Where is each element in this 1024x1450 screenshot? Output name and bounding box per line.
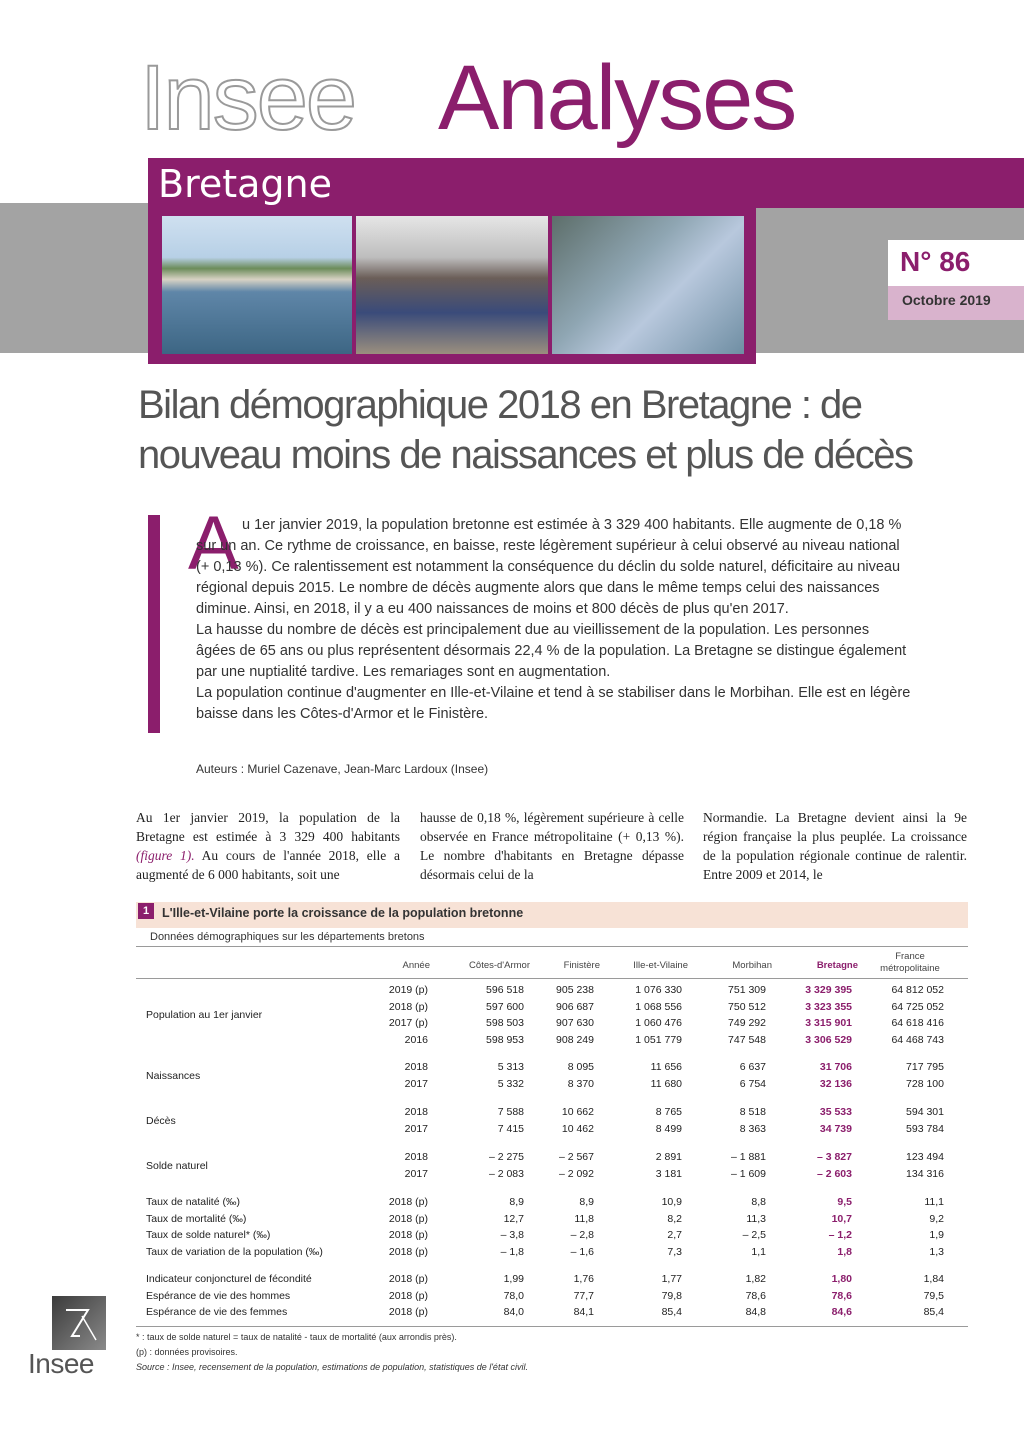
table-cell: 1,1 bbox=[751, 1245, 766, 1258]
table-cell: 78,6 bbox=[745, 1289, 766, 1302]
table-cell: 2018 (p) bbox=[388, 1289, 428, 1302]
table-bottom-rule bbox=[136, 1326, 968, 1327]
figure-subtitle: Données démographiques sur les départements bretons bbox=[150, 931, 425, 943]
table-cell: 3 323 355 bbox=[805, 1000, 852, 1013]
column-header: Ille-et-Vilaine bbox=[633, 960, 688, 971]
table-cell: 2018 (p) bbox=[388, 1229, 428, 1241]
table-cell: 2016 bbox=[404, 1033, 428, 1046]
table-cell: 123 494 bbox=[906, 1151, 944, 1163]
column-header: Bretagne bbox=[816, 960, 858, 971]
table-cell: 10 662 bbox=[561, 1106, 594, 1118]
table-cell: 78,6 bbox=[831, 1289, 852, 1302]
table-cell: 905 238 bbox=[556, 984, 594, 996]
table-cell: 84,6 bbox=[831, 1306, 852, 1318]
table-cell: – 2 603 bbox=[816, 1167, 852, 1180]
table-cell: 2017 bbox=[404, 1077, 428, 1090]
table-cell: 1,84 bbox=[923, 1273, 944, 1285]
footnote-source: Source : Insee, recensement de la population, estimations de population, statistiques de l'état civil. bbox=[136, 1362, 528, 1372]
table-cell: 2018 bbox=[404, 1061, 428, 1073]
table-cell: 596 518 bbox=[486, 984, 524, 996]
table-cell: 78,0 bbox=[503, 1289, 524, 1302]
table-cell: 2018 (p) bbox=[388, 1212, 428, 1225]
table-cell: 8,9 bbox=[579, 1196, 594, 1208]
header-rule bbox=[136, 978, 968, 979]
table-cell: 32 136 bbox=[819, 1077, 852, 1090]
table-cell: 134 316 bbox=[906, 1167, 944, 1180]
table-cell: 31 706 bbox=[819, 1061, 852, 1073]
region-name: Bretagne bbox=[158, 162, 333, 206]
table-cell: 10 462 bbox=[561, 1122, 594, 1135]
table-cell: – 3,8 bbox=[500, 1229, 524, 1241]
figure-title: L'Ille-et-Vilaine porte la croissance de la population bretonne bbox=[162, 906, 524, 920]
row-group-label: Population au 1er janvier bbox=[146, 1009, 263, 1021]
body-column-2: hausse de 0,18 %, légèrement supérieure à celle observée en France métropolitaine (+ 0,13 %). Le nombre d'habitants en Bretagne dépasse désormais celui de la bbox=[420, 810, 684, 882]
table-cell: 64 725 052 bbox=[891, 1000, 944, 1013]
table-cell: 11 656 bbox=[650, 1061, 682, 1073]
table-cell: 2017 bbox=[404, 1167, 428, 1180]
table-cell: 6 754 bbox=[739, 1077, 766, 1090]
table-cell: 2017 bbox=[404, 1122, 428, 1135]
table-cell: – 1 609 bbox=[730, 1167, 766, 1180]
table-cell: 85,4 bbox=[923, 1306, 944, 1318]
page-title: Bilan démographique 2018 en Bretagne : de nouveau moins de naissances et plus de décès bbox=[138, 383, 913, 477]
table-cell: 747 548 bbox=[728, 1033, 766, 1046]
footnote-asterisk: * : taux de solde naturel = taux de natalité - taux de mortalité (aux arrondis près). bbox=[136, 1332, 457, 1342]
table-cell: 1,77 bbox=[661, 1273, 682, 1285]
table-cell: – 1 881 bbox=[730, 1151, 766, 1163]
table-cell: 598 953 bbox=[486, 1033, 524, 1046]
table-cell: 6 637 bbox=[739, 1061, 766, 1073]
table-cell: 8 765 bbox=[655, 1106, 682, 1118]
table-cell: 1 068 556 bbox=[635, 1000, 682, 1013]
table-cell: 2018 bbox=[404, 1151, 428, 1163]
table-cell: 2018 (p) bbox=[388, 1000, 428, 1013]
table-cell: 7 588 bbox=[497, 1106, 524, 1118]
table-cell: 84,1 bbox=[573, 1306, 594, 1318]
insee-logo-icon bbox=[52, 1296, 106, 1350]
body-column-1 bbox=[136, 808, 400, 884]
table-cell: 8 499 bbox=[655, 1122, 682, 1135]
table-cell: 3 315 901 bbox=[805, 1017, 852, 1029]
table-cell: 8 363 bbox=[739, 1122, 766, 1135]
table-cell: 2 891 bbox=[655, 1151, 682, 1163]
table-cell: 2018 (p) bbox=[388, 1273, 428, 1285]
table-cell: 3 306 529 bbox=[805, 1033, 852, 1046]
body-column-3: Normandie. La Bretagne devient ainsi la 9e région française la plus peuplée. La croissance de la population régionale continue de ralentir. Entre 2009 et 2014, le bbox=[703, 810, 967, 882]
table-cell: – 2 567 bbox=[558, 1151, 594, 1163]
table-cell: 593 784 bbox=[906, 1122, 944, 1135]
table-cell: – 2 092 bbox=[558, 1167, 594, 1180]
table-cell: 1 060 476 bbox=[635, 1017, 682, 1029]
row-group-label: Solde naturel bbox=[146, 1159, 208, 1172]
table-cell: 717 795 bbox=[906, 1061, 944, 1073]
table-cell: 1,3 bbox=[929, 1245, 944, 1258]
table-cell: 11,1 bbox=[924, 1196, 944, 1208]
issue-date: Octobre 2019 bbox=[902, 292, 991, 308]
row-label: Taux de natalité (‰) bbox=[146, 1196, 240, 1208]
table-cell: – 2,8 bbox=[570, 1229, 594, 1241]
table-cell: 750 512 bbox=[728, 1000, 766, 1013]
brand-analyses-wordmark: Analyses bbox=[438, 47, 796, 149]
row-label: Espérance de vie des femmes bbox=[146, 1306, 288, 1318]
table-cell: 1,82 bbox=[745, 1273, 766, 1285]
table-cell: 5 332 bbox=[497, 1077, 524, 1090]
table-cell: 728 100 bbox=[906, 1077, 944, 1090]
footnote-provisional: (p) : données provisoires. bbox=[136, 1347, 238, 1357]
table-cell: 1 051 779 bbox=[635, 1033, 682, 1046]
table-cell: 64 468 743 bbox=[891, 1033, 944, 1046]
table-cell: 2,7 bbox=[667, 1229, 682, 1241]
table-cell: 77,7 bbox=[573, 1289, 594, 1302]
table-cell: 64 812 052 bbox=[891, 984, 944, 996]
table-cell: 64 618 416 bbox=[891, 1017, 944, 1029]
table-cell: 79,8 bbox=[661, 1289, 682, 1302]
table-cell: 908 249 bbox=[556, 1033, 594, 1046]
table-cell: 9,5 bbox=[837, 1196, 852, 1208]
table-cell: 12,7 bbox=[503, 1212, 524, 1225]
table-cell: 84,8 bbox=[745, 1306, 766, 1318]
body-text: Au cours de l'année 2018, elle a augmenté de 6 000 habitants, soit une bbox=[136, 848, 400, 882]
table-cell: – 2 275 bbox=[488, 1151, 524, 1163]
issue-number: N° 86 bbox=[900, 246, 971, 277]
table-cell: 906 687 bbox=[556, 1000, 594, 1013]
laboratory-photo bbox=[552, 216, 744, 354]
summary-text bbox=[196, 515, 912, 725]
table-cell: 2018 (p) bbox=[388, 1196, 428, 1208]
table-cell: 3 329 395 bbox=[805, 984, 852, 996]
table-cell: – 1,6 bbox=[570, 1245, 594, 1258]
table-cell: 2017 (p) bbox=[388, 1017, 428, 1029]
table-cell: 10,9 bbox=[661, 1196, 682, 1208]
table-cell: 11,3 bbox=[746, 1212, 766, 1225]
table-cell: 594 301 bbox=[906, 1106, 944, 1118]
table-cell: 35 533 bbox=[819, 1106, 852, 1118]
column-header: France métropolitaine bbox=[880, 951, 940, 974]
table-cell: 1 076 330 bbox=[635, 984, 682, 996]
table-cell: 8 370 bbox=[567, 1077, 594, 1090]
authors-line: Auteurs : Muriel Cazenave, Jean-Marc Lardoux (Insee) bbox=[196, 762, 489, 776]
table-cell: 751 309 bbox=[728, 984, 766, 996]
summary-paragraph: u 1er janvier 2019, la population bretonne est estimée à 3 329 400 habitants. Elle augmente de 0,18 % sur un an. Ce rythme de croissance, en baisse, reste légèrement supérieur à celui observé au niveau national (+ 0,13 %). Ce ralentissement est notamment la conséquence du déclin du solde naturel, déficitaire au niveau régional depuis 2015. Le nombre de décès augmente alors que dans le même temps celui des naissances diminue. Ainsi, en 2018, il y a eu 400 naissances de moins et 800 décès de plus qu'en 2017. bbox=[196, 517, 902, 617]
body-text: Au 1er janvier 2019, la population de la Bretagne est estimée à 3 329 400 habitants bbox=[136, 810, 400, 844]
column-header: Morbihan bbox=[732, 960, 772, 971]
table-cell: 2018 bbox=[404, 1106, 428, 1118]
row-label: Taux de variation de la population (‰) bbox=[146, 1245, 323, 1258]
summary-paragraph: La population continue d'augmenter en Ille-et-Vilaine et tend à se stabiliser dans le Morbihan. Elle est en légère baisse dans les Côtes-d'Armor et le Finistère. bbox=[196, 685, 911, 722]
table-cell: 7,3 bbox=[667, 1245, 682, 1258]
table-cell: 10,7 bbox=[831, 1212, 852, 1225]
table-cell: 1,80 bbox=[831, 1273, 852, 1285]
table-cell: 1,9 bbox=[929, 1229, 944, 1241]
brand-insee-wordmark: Insee bbox=[140, 47, 356, 149]
table-cell: 84,0 bbox=[503, 1306, 524, 1318]
table-cell: 8,2 bbox=[667, 1212, 682, 1225]
row-label: Taux de solde naturel* (‰) bbox=[146, 1229, 271, 1241]
table-cell: – 1,2 bbox=[828, 1229, 852, 1241]
table-cell: 8,9 bbox=[509, 1196, 524, 1208]
table-cell: 2018 (p) bbox=[388, 1306, 428, 1318]
column-header: Finistère bbox=[563, 960, 600, 971]
summary-dropcap: A bbox=[188, 501, 239, 586]
row-label: Indicateur conjoncturel de fécondité bbox=[146, 1273, 312, 1285]
table-cell: 11 680 bbox=[650, 1077, 682, 1090]
people-photo bbox=[356, 216, 548, 354]
column-header: Année bbox=[402, 960, 430, 971]
table-cell: – 3 827 bbox=[816, 1151, 852, 1163]
table-cell: 1,8 bbox=[837, 1245, 852, 1258]
table-cell: 85,4 bbox=[661, 1306, 682, 1318]
table-top-rule bbox=[136, 946, 968, 947]
table-cell: 598 503 bbox=[486, 1017, 524, 1029]
table-cell: 907 630 bbox=[556, 1017, 594, 1029]
table-cell: – 2,5 bbox=[742, 1229, 766, 1241]
figure-number: 1 bbox=[138, 903, 154, 919]
table-cell: 8,8 bbox=[751, 1196, 766, 1208]
table-cell: 2018 (p) bbox=[388, 1245, 428, 1258]
insee-logo-text: Insee bbox=[28, 1348, 94, 1379]
table-cell: 1,99 bbox=[503, 1273, 524, 1285]
table-cell: 749 292 bbox=[728, 1017, 766, 1029]
table-cell: 11,8 bbox=[574, 1212, 594, 1225]
summary-accent-bar bbox=[148, 515, 160, 733]
figure-reference-link[interactable]: (figure 1). bbox=[136, 848, 195, 863]
summary-paragraph: La hausse du nombre de décès est principalement due au vieillissement de la population. Les personnes âgées de 65 ans ou plus représentent désormais 22,4 % de la population. La Bretagne se distingue également par une nuptialité tardive. Les remariages sont en augmentation. bbox=[196, 622, 907, 680]
table-cell: – 1,8 bbox=[500, 1245, 524, 1258]
harbour-photo bbox=[162, 216, 352, 354]
row-label: Taux de mortalité (‰) bbox=[146, 1212, 247, 1225]
row-label: Espérance de vie des hommes bbox=[146, 1289, 291, 1302]
table-cell: 5 313 bbox=[497, 1061, 524, 1073]
column-header: Côtes-d'Armor bbox=[469, 960, 530, 971]
table-cell: 1,76 bbox=[573, 1273, 594, 1285]
table-cell: 8 095 bbox=[567, 1061, 594, 1073]
table-cell: 2019 (p) bbox=[388, 984, 428, 996]
table-cell: 79,5 bbox=[923, 1289, 944, 1302]
row-group-label: Naissances bbox=[146, 1069, 201, 1082]
table-cell: 597 600 bbox=[486, 1000, 524, 1013]
table-cell: 9,2 bbox=[929, 1212, 944, 1225]
table-cell: – 2 083 bbox=[488, 1167, 524, 1180]
table-cell: 7 415 bbox=[497, 1122, 524, 1135]
table-cell: 3 181 bbox=[655, 1167, 682, 1180]
table-cell: 8 518 bbox=[739, 1106, 766, 1118]
table-cell: 34 739 bbox=[819, 1122, 852, 1135]
row-group-label: Décès bbox=[146, 1114, 176, 1127]
